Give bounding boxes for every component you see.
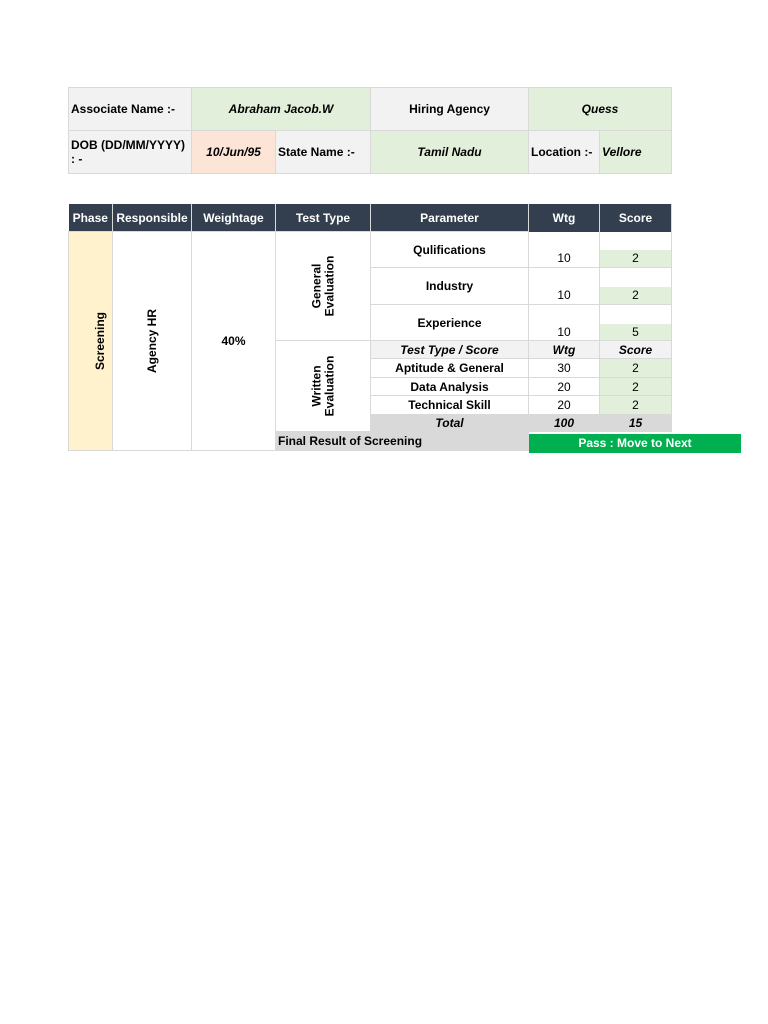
written-evaluation-line1: Written [309,365,323,407]
written-header-parameter: Test Type / Score [371,341,529,359]
score-industry: 2 [600,287,672,305]
state-name-label: State Name :- [276,131,371,174]
screening-table [68,204,672,451]
header-weightage: Weightage [192,204,276,232]
final-result-badge: Pass : Move to Next [529,434,741,453]
responsible-cell [113,232,192,451]
header-wtg: Wtg [529,204,600,232]
written-header-wtg: Wtg [529,341,600,359]
param-technical-skill: Technical Skill [371,396,529,415]
hiring-agency-label: Hiring Agency [371,88,529,131]
header-phase: Phase [69,204,113,232]
param-aptitude: Aptitude & General [371,359,529,378]
param-data-analysis: Data Analysis [371,378,529,396]
hiring-agency-value: Quess [529,88,672,131]
total-label: Total [371,415,529,432]
header-parameter: Parameter [371,204,529,232]
dob-value: 10/Jun/95 [192,131,276,174]
responsible-text: Agency HR [144,308,159,374]
general-evaluation-cell [276,232,371,341]
written-evaluation-cell [276,341,371,432]
wtg-experience: 10 [529,324,600,341]
wtg-technical-skill: 20 [529,396,600,415]
total-score: 15 [600,415,672,432]
wtg-aptitude: 30 [529,359,600,378]
written-header-score: Score [600,341,672,359]
score-data-analysis: 2 [600,378,672,396]
associate-info-table [68,87,672,174]
location-label: Location :- [529,131,600,174]
param-experience: Experience [371,305,529,341]
param-qualifications: Qulifications [371,232,529,268]
header-score: Score [600,204,672,232]
score-aptitude: 2 [600,359,672,378]
phase-text: Screening [93,311,108,371]
screening-header-row [69,204,672,232]
total-wtg: 100 [529,415,600,432]
header-test-type: Test Type [276,204,371,232]
general-evaluation-line1: General [309,263,323,309]
wtg-qualifications: 10 [529,250,600,268]
wtg-industry: 10 [529,287,600,305]
general-evaluation-text [310,256,336,317]
header-responsible: Responsible [113,204,192,232]
location-value: Vellore [600,131,672,174]
dob-label: DOB (DD/MM/YYYY) : - [69,131,192,174]
weightage-cell: 40% [192,232,276,451]
param-industry: Industry [371,268,529,305]
score-technical-skill: 2 [600,396,672,415]
wtg-data-analysis: 20 [529,378,600,396]
state-name-value: Tamil Nadu [371,131,529,174]
associate-name-label: Associate Name :- [69,88,192,131]
general-evaluation-line2: Evaluation [322,255,336,317]
phase-cell [69,232,113,451]
score-qualifications: 2 [600,250,672,268]
written-evaluation-text [310,356,336,417]
written-evaluation-line2: Evaluation [322,355,336,417]
score-experience: 5 [600,324,672,341]
final-result-label: Final Result of Screening [276,432,529,451]
associate-name-value: Abraham Jacob.W [192,88,371,131]
